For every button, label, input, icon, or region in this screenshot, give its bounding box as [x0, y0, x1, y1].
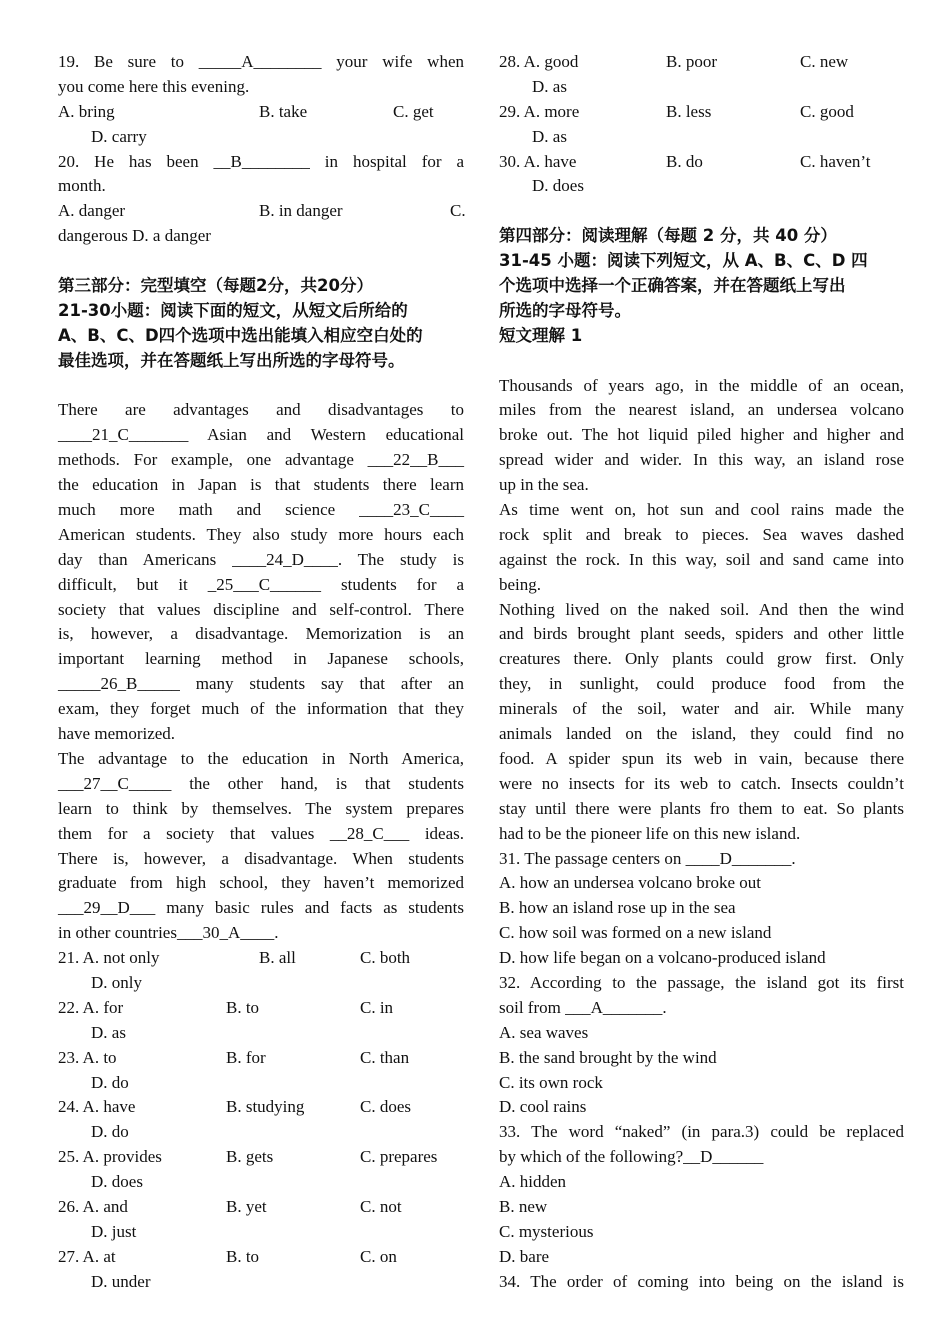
option-d: D. as — [532, 126, 567, 146]
passage-line: Thousands of years ago, in the middle of an ocean, — [499, 375, 904, 395]
q20-options-cont: dangerous D. a danger — [58, 226, 211, 246]
passage-line: As time went on, hot sun and cool rains made the — [499, 500, 904, 520]
option-d: D. as — [532, 76, 567, 96]
part4-heading: 第四部分：阅读理解（每题 2 分，共 40 分） — [499, 226, 837, 246]
question-option: A. how an undersea volcano broke out — [499, 873, 762, 893]
passage-line: There is, however, a disadvantage. When students — [58, 848, 464, 868]
passage-line: _____26_B_____ many students say that after an — [58, 674, 464, 694]
option-b: B. yet — [226, 1196, 267, 1216]
question-stem-cont: by which of the following?__D______ — [499, 1147, 764, 1167]
question-option: B. how an island rose up in the sea — [499, 898, 736, 918]
option-d: D. under — [91, 1271, 151, 1291]
option-row — [58, 1145, 464, 1170]
passage-line: them for a society that values __28_C___ ideas. — [58, 823, 464, 843]
passage-line: up in the sea. — [499, 475, 589, 495]
part3-heading: 第三部分：完型填空（每题2分，共20分） — [58, 276, 373, 296]
option-a: 25. A. provides — [58, 1147, 162, 1167]
question-option: D. bare — [499, 1246, 550, 1266]
q20-option-b: B. in danger — [259, 201, 343, 221]
q19-option-c: C. get — [393, 101, 434, 121]
left-column — [58, 50, 464, 1295]
option-row — [499, 100, 904, 125]
question-option: A. hidden — [499, 1172, 567, 1192]
passage-line: ___29__D___ many basic rules and facts as students — [58, 898, 464, 918]
option-c: C. both — [360, 948, 411, 968]
q20-stem-cont: month. — [58, 176, 106, 196]
question-option: C. mysterious — [499, 1221, 594, 1241]
q20-options — [58, 199, 464, 224]
part4-instruction-2: 个选项中选择一个正确答案，并在答题纸上写出 — [499, 276, 846, 296]
option-row — [499, 150, 904, 175]
passage-line: had to be the pioneer life on this new island. — [499, 823, 801, 843]
option-row — [499, 50, 904, 75]
passage-line: being. — [499, 574, 542, 594]
option-a: 21. A. not only — [58, 948, 160, 968]
passage-line: were no insects for its web to catch. Insects couldn’t — [499, 773, 904, 793]
option-a: 22. A. for — [58, 997, 124, 1017]
passage-line: Nothing lived on the naked soil. And then the wind — [499, 599, 904, 619]
q19-option-b: B. take — [259, 101, 308, 121]
q19-option-d: D. carry — [91, 126, 147, 146]
option-a: 23. A. to — [58, 1047, 117, 1067]
right-column — [499, 50, 904, 1295]
passage-line: society that values discipline and self-control. There — [58, 599, 464, 619]
reading-questions — [499, 847, 904, 1295]
passage-line: difficult, but it _25___C______ students for a — [58, 574, 464, 594]
question-option: B. new — [499, 1196, 548, 1216]
passage-line: graduate from high school, they haven’t memorized — [58, 873, 464, 893]
reading-passage — [499, 374, 904, 847]
passage-line: creatures there. Only plants could grow first. Only — [499, 649, 904, 669]
passage-line: American students. They also study more hours each — [58, 524, 464, 544]
question-option: B. the sand brought by the wind — [499, 1047, 717, 1067]
option-c: C. does — [360, 1097, 411, 1117]
passage-line: exam, they forget much of the information that they — [58, 699, 464, 719]
option-b: B. gets — [226, 1147, 274, 1167]
q19-stem: 19. Be sure to _____A________ your wife when — [58, 52, 464, 71]
option-d: D. do — [91, 1072, 129, 1092]
option-c: C. new — [800, 52, 849, 71]
option-b: B. for — [226, 1047, 266, 1067]
option-d: D. does — [91, 1172, 143, 1192]
passage-line: food. A spider spun its web in vain, because there — [499, 748, 904, 768]
passage-line: the education in Japan is that students there learn — [58, 475, 464, 495]
q20-stem: 20. He has been __B________ in hospital for a — [58, 151, 464, 171]
option-row — [58, 1195, 464, 1220]
passage-line: and birds brought plant seeds, spiders and other little — [499, 624, 904, 644]
option-row — [58, 996, 464, 1021]
part3-instruction-1: 21-30小题：阅读下面的短文，从短文后所给的 — [58, 300, 408, 320]
option-a: 30. A. have — [499, 151, 577, 171]
passage-line: methods. For example, one advantage ___22__B___ — [58, 450, 464, 470]
option-c: C. in — [360, 997, 394, 1017]
option-a: 24. A. have — [58, 1097, 136, 1117]
option-c: C. not — [360, 1196, 402, 1216]
passage-line: ___27__C_____ the other hand, is that students — [58, 773, 464, 793]
part4-instruction-3: 所选的字母符号。 — [499, 300, 631, 320]
passage-line: stay until there were plants fro them to eat. So plants — [499, 798, 904, 818]
question-option: D. how life began on a volcano-produced island — [499, 948, 826, 968]
option-d: D. as — [91, 1022, 126, 1042]
q19-option-a: A. bring — [58, 101, 115, 121]
option-b: B. less — [666, 101, 712, 121]
passage-line: learn to think by themselves. The system prepares — [58, 798, 464, 818]
option-row — [58, 1046, 464, 1071]
option-c: C. haven’t — [800, 151, 871, 171]
option-c: C. prepares — [360, 1147, 438, 1167]
option-c: C. on — [360, 1246, 397, 1266]
option-b: B. do — [666, 151, 703, 171]
option-a: 28. A. good — [499, 52, 579, 71]
question-option: C. its own rock — [499, 1072, 603, 1092]
passage-line: ____21_C_______ Asian and Western educational — [58, 425, 464, 445]
passage-line: have memorized. — [58, 724, 176, 744]
question-option: D. cool rains — [499, 1097, 587, 1117]
passage-line: they, in sunlight, could produce food from the — [499, 674, 904, 694]
question-stem: 33. The word “naked” (in para.3) could be replaced — [499, 1122, 904, 1142]
option-row — [58, 1095, 464, 1120]
option-a: 27. A. at — [58, 1246, 116, 1266]
passage-line: spread wider and wider. In this way, an island rose — [499, 450, 904, 470]
passage-line: There are advantages and disadvantages to — [58, 400, 464, 420]
passage-line: much more math and science ____23_C____ — [58, 500, 464, 520]
option-d: D. do — [91, 1122, 129, 1142]
option-c: C. good — [800, 101, 854, 121]
passage-line: minerals of the soil, water and air. While many — [499, 699, 904, 719]
option-b: B. to — [226, 1246, 260, 1266]
passage-line: is, however, a disadvantage. Memorization is an — [58, 624, 464, 644]
q19-options — [58, 100, 464, 125]
question-stem-cont: soil from ___A_______. — [499, 997, 667, 1017]
cloze-options-cont — [499, 50, 904, 199]
q20-option-c-label: C. — [450, 201, 466, 221]
option-a: 26. A. and — [58, 1196, 128, 1216]
passage-line: against the rock. In this way, soil and sand came into — [499, 549, 904, 569]
cloze-passage — [58, 398, 464, 946]
option-c: C. than — [360, 1047, 410, 1067]
passage-line: The advantage to the education in North America, — [58, 748, 464, 768]
passage-line: rock split and break to pieces. Sea waves dashed — [499, 524, 904, 544]
question-option: A. sea waves — [499, 1022, 589, 1042]
passage-line: day than Americans ____24_D____. The study is — [58, 549, 464, 569]
option-d: D. just — [91, 1221, 137, 1241]
part4-subheading: 短文理解 1 — [499, 325, 583, 345]
part3-instruction-2: A、B、C、D四个选项中选出能填入相应空白处的 — [58, 325, 423, 345]
option-row — [58, 946, 464, 971]
question-stem: 32. According to the passage, the island got its first — [499, 972, 904, 992]
part4-instruction-1: 31-45 小题：阅读下列短文，从 A、B、C、D 四 — [499, 251, 868, 271]
part3-instruction-3: 最佳选项，并在答题纸上写出所选的字母符号。 — [58, 350, 405, 370]
passage-line: in other countries___30_A____. — [58, 923, 279, 943]
passage-line: animals landed on the island, they could find no — [499, 724, 904, 744]
passage-line: broke out. The hot liquid piled higher and higher and — [499, 425, 904, 445]
option-a: 29. A. more — [499, 101, 580, 121]
option-b: B. poor — [666, 52, 717, 71]
option-row — [58, 1245, 464, 1270]
passage-line: important learning method in Japanese schools, — [58, 649, 464, 669]
option-b: B. to — [226, 997, 260, 1017]
q19-stem-cont: you come here this evening. — [58, 76, 250, 96]
option-d: D. only — [91, 972, 142, 992]
question-stem: 34. The order of coming into being on the island is — [499, 1271, 904, 1291]
option-b: B. all — [259, 948, 296, 968]
option-b: B. studying — [226, 1097, 305, 1117]
cloze-options — [58, 946, 464, 1294]
question-stem: 31. The passage centers on ____D_______. — [499, 848, 796, 868]
question-option: C. how soil was formed on a new island — [499, 923, 772, 943]
q20-option-a: A. danger — [58, 201, 126, 221]
passage-line: miles from the nearest island, an undersea volcano — [499, 400, 904, 420]
option-d: D. does — [532, 176, 584, 196]
